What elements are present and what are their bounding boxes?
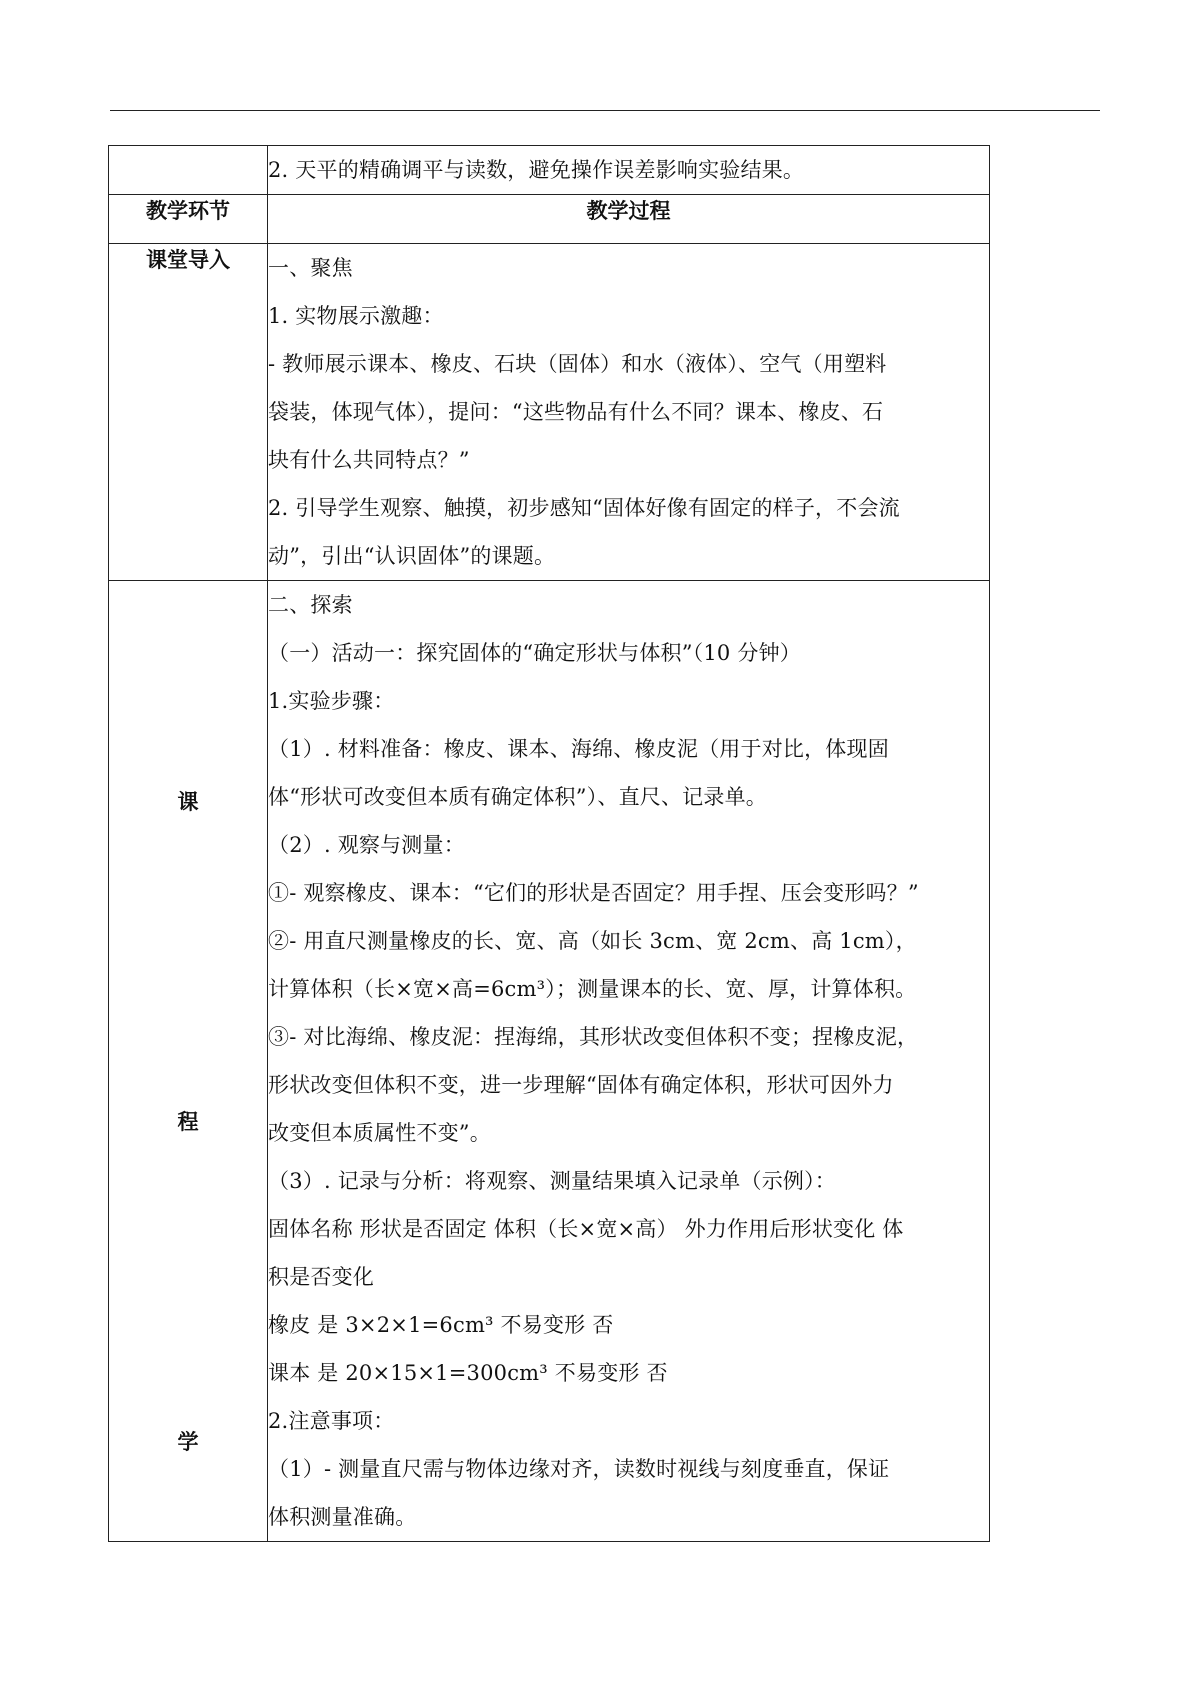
intro-line: 袋装，体现气体），提问：“这些物品有什么不同？课本、橡皮、石	[268, 400, 884, 424]
intro-line: 1. 实物展示激趣：	[268, 304, 444, 328]
process-line: 二、探索	[268, 593, 353, 617]
process-line: （一）活动一：探究固体的“确定形状与体积”（10 分钟）	[268, 641, 801, 665]
process-line: 1.实验步骤：	[268, 689, 395, 713]
header-row	[109, 195, 990, 244]
process-line: 2.注意事项：	[268, 1409, 395, 1433]
process-line: ③- 对比海绵、橡皮泥：捏海绵，其形状改变但体积不变；捏橡皮泥，	[268, 1025, 919, 1049]
process-line: （3）. 记录与分析：将观察、测量结果填入记录单（示例）：	[268, 1169, 837, 1193]
intro-content	[268, 244, 990, 581]
process-line: （1）- 测量直尺需与物体边缘对齐，读数时视线与刻度垂直，保证	[268, 1457, 890, 1481]
header-rule	[110, 110, 1100, 111]
continuation-text: 2. 天平的精确调平与读数，避免操作误差影响实验结果。	[268, 158, 805, 182]
process-row	[109, 581, 990, 1542]
intro-line: 2. 引导学生观察、触摸，初步感知“固体好像有固定的样子，不会流	[268, 496, 900, 520]
lesson-plan-table	[108, 145, 990, 1542]
intro-line: 动”，引出“认识固体”的课题。	[268, 544, 556, 568]
process-label	[109, 581, 268, 1542]
intro-label: 课堂导入	[109, 244, 268, 581]
process-line: 形状改变但体积不变，进一步理解“固体有确定体积，形状可因外力	[268, 1073, 894, 1097]
process-line: ①- 观察橡皮、课本：“它们的形状是否固定？用手捏、压会变形吗？”	[268, 881, 919, 905]
process-label-char: 学	[177, 1430, 199, 1454]
intro-line: - 教师展示课本、橡皮、石块（固体）和水（液体）、空气（用塑料	[268, 352, 887, 376]
process-line: 体积测量准确。	[268, 1505, 417, 1529]
process-line: 改变但本质属性不变”。	[268, 1121, 491, 1145]
header-stage: 教学环节	[109, 195, 268, 244]
intro-line: 块有什么共同特点？”	[268, 448, 470, 472]
intro-line: 一、聚焦	[268, 256, 353, 280]
process-line: 固体名称 形状是否固定 体积（长×宽×高） 外力作用后形状变化 体	[268, 1217, 904, 1241]
process-line: ②- 用直尺测量橡皮的长、宽、高（如长 3cm、宽 2cm、高 1cm），	[268, 929, 917, 953]
header-process: 教学过程	[268, 195, 990, 244]
process-line: （2）. 观察与测量：	[268, 833, 465, 857]
intro-row	[109, 244, 990, 581]
continuation-cell	[268, 146, 990, 195]
process-line: （1）. 材料准备：橡皮、课本、海绵、橡皮泥（用于对比，体现固	[268, 737, 889, 761]
process-line: 积是否变化	[268, 1265, 374, 1289]
process-line: 体“形状可改变但本质有确定体积”）、直尺、记录单。	[268, 785, 767, 809]
process-label-char: 程	[177, 1110, 199, 1134]
process-label-char: 课	[177, 790, 199, 814]
process-content	[268, 581, 990, 1542]
continuation-row	[109, 146, 990, 195]
process-line: 橡皮 是 3×2×1=6cm³ 不易变形 否	[268, 1313, 614, 1337]
process-line: 计算体积（长×宽×高=6cm³）；测量课本的长、宽、厚，计算体积。	[268, 977, 917, 1001]
empty-label-cell	[109, 146, 268, 195]
process-line: 课本 是 20×15×1=300cm³ 不易变形 否	[268, 1361, 668, 1385]
